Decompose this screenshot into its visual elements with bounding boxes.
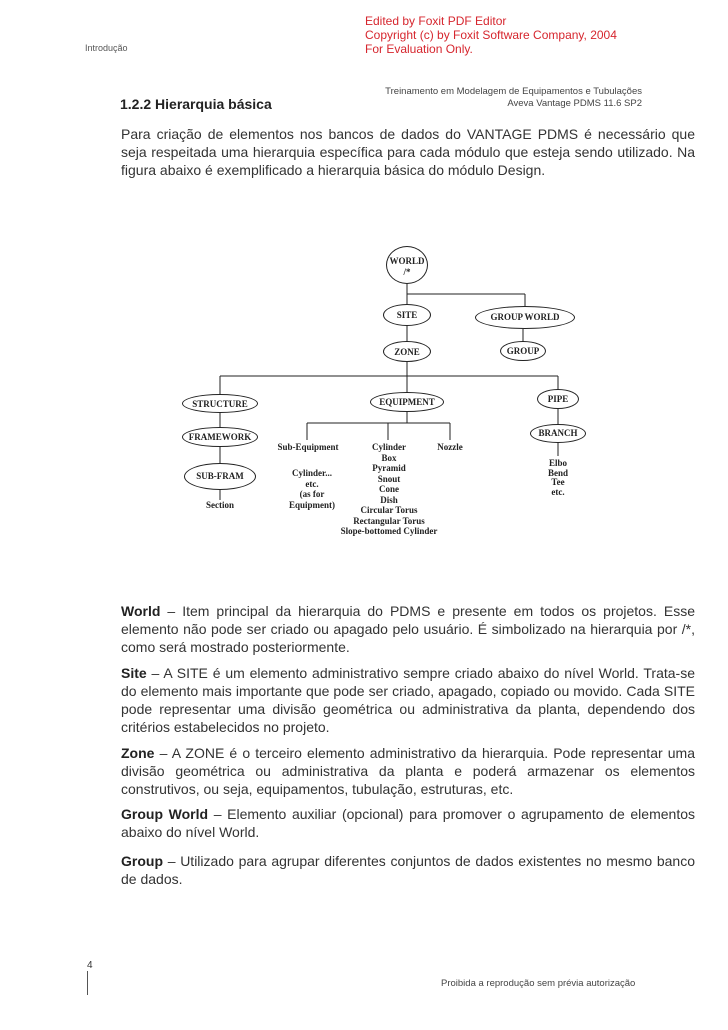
branch-items-list: [536, 459, 580, 497]
pipe-node: [537, 389, 579, 409]
definition-world: [121, 602, 695, 656]
zone-node: [383, 341, 431, 362]
definition-term: Group: [121, 853, 163, 869]
sub-list-item: Equipment): [288, 499, 335, 510]
definition-text: – A ZONE é o terceiro elemento administrativo da hierarquia. Pode representar uma divisão geométrica ou administrativa da planta e poderá armazenar os elementos construtivos, ou seja, equipamentos, tubulação, estruturas, etc.: [121, 745, 695, 797]
footer-divider: [87, 971, 88, 995]
primitive-item: Cylinder: [371, 442, 406, 452]
framework-label: FRAMEWORK: [188, 432, 252, 442]
world-symbol: /*: [403, 267, 411, 277]
sub-list-item: Cylinder...: [292, 468, 332, 478]
sub-list-item: etc.: [305, 478, 319, 489]
site-node: [383, 304, 431, 326]
primitive-item: Dish: [380, 494, 398, 505]
definition-term: World: [121, 603, 161, 619]
definition-group: [121, 852, 695, 888]
page-number: 4: [87, 960, 93, 971]
branch-item: etc.: [551, 486, 565, 497]
watermark-line: For Evaluation Only.: [365, 42, 473, 56]
structure-node: [182, 394, 258, 413]
section-item: Section: [206, 500, 234, 510]
primitive-item: Box: [381, 452, 397, 463]
equipment-label: EQUIPMENT: [379, 397, 435, 407]
software-version: Aveva Vantage PDMS 11.6 SP2: [507, 98, 642, 109]
primitive-item: Circular Torus: [360, 505, 418, 515]
world-label: WORLD: [389, 256, 425, 266]
branch-item: Tee: [551, 477, 565, 487]
section-label: Introdução: [85, 43, 128, 53]
branch-label: BRANCH: [538, 428, 578, 438]
structure-label: STRUCTURE: [192, 399, 248, 409]
branch-item: Elbo: [548, 458, 567, 468]
world-node: [386, 246, 428, 284]
foxit-watermark: [365, 14, 617, 56]
definition-text: – Elemento auxiliar (opcional) para promover o agrupamento de elementos abaixo do nível World.: [121, 806, 695, 840]
course-title: Treinamento em Modelagem de Equipamentos e Tubulações: [385, 86, 642, 97]
nozzle-item: Nozzle: [437, 442, 463, 452]
definition-group-world: [121, 805, 695, 841]
sub-fram-node: [184, 463, 256, 490]
primitive-item: Slope-bottomed Cylinder: [340, 526, 438, 536]
sub-list-item: (as for: [299, 489, 325, 499]
group-node: [500, 341, 546, 361]
pipe-label: PIPE: [547, 394, 569, 404]
definition-text: – A SITE é um elemento administrativo sempre criado abaixo do nível World. Trata-se do elemento mais importante que pode ser criado, apagado, copiado ou movido. Cada SITE pode representar uma divisão geométrica ou administrativa da planta, dependendo dos critérios estabelecidos no projeto.: [121, 665, 695, 735]
definition-term: Group World: [121, 806, 209, 822]
group-world-node: [475, 306, 575, 329]
branch-item: Bend: [547, 467, 568, 478]
primitive-item: Rectangular Torus: [353, 515, 425, 526]
group-label: GROUP: [506, 346, 540, 356]
course-header: [385, 86, 642, 110]
sub-fram-label: SUB-FRAM: [196, 471, 244, 481]
definition-zone: [121, 744, 695, 798]
primitive-item: Snout: [377, 473, 401, 484]
definition-term: Zone: [121, 745, 155, 761]
definition-text: – Item principal da hierarquia do PDMS e presente em todos os projetos. Esse elemento não pode ser criado ou apagado pelo usuário. É simbolizado na hierarquia por /*, como será mostrado posteriormente.: [121, 603, 695, 655]
copyright-notice: Proibida a reprodução sem prévia autorização: [441, 978, 636, 989]
intro-paragraph: Para criação de elementos nos bancos de dados do VANTAGE PDMS é necessário que seja respeitada uma hierarquia específica para cada módulo que esteja sendo utilizado. Na figura abaixo é exemplificado a hierarquia básica do módulo Design.: [121, 126, 695, 178]
equipment-node: [370, 392, 444, 412]
sub-equipment-item: Sub-Equipment: [277, 442, 339, 452]
watermark-line: Edited by Foxit PDF Editor: [365, 14, 507, 28]
section-heading: 1.2.2 Hierarquia básica: [120, 96, 272, 112]
definition-term: Site: [121, 665, 147, 681]
primitive-item: Cone: [379, 484, 399, 494]
definition-site: [121, 664, 695, 736]
primitive-item: Pyramid: [372, 463, 406, 473]
framework-node: [182, 427, 258, 447]
branch-node: [530, 424, 586, 443]
group-world-label: GROUP WORLD: [490, 312, 560, 322]
primitives-list: [330, 442, 448, 537]
site-label: SITE: [396, 310, 418, 320]
zone-label: ZONE: [394, 347, 420, 357]
definition-text: – Utilizado para agrupar diferentes conjuntos de dados existentes no mesmo banco de dados.: [121, 853, 695, 887]
watermark-line: Copyright (c) by Foxit Software Company, 2004: [365, 28, 617, 42]
